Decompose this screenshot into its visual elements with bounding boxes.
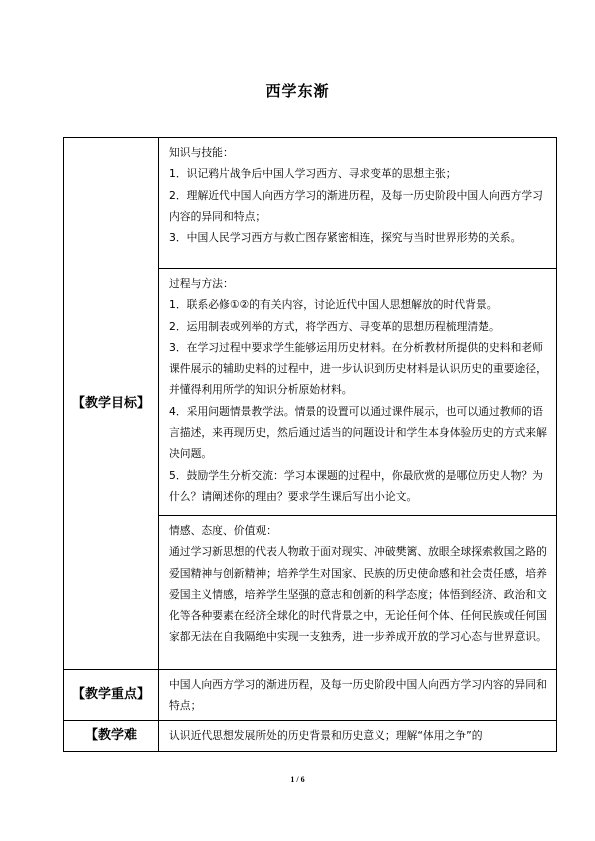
- difficulty-label-cell: [64, 721, 159, 752]
- key-points-cell: [159, 670, 557, 721]
- table-row: [64, 721, 557, 752]
- lesson-plan-table: [63, 137, 557, 752]
- section-heading: 情感、态度、价值观：: [169, 524, 277, 537]
- content-line: 中国人向西方学习的渐进历程，及每一历史阶段中国人向西方学习内容的异同和特点；: [169, 678, 547, 713]
- content-line: 2．运用制表或列举的方式，将学西方、寻变革的思想历程梳理清楚。: [169, 319, 500, 333]
- content-line: 3．中国人民学习西方与救亡图存紧密相连，探究与当时世界形势的关系。: [169, 231, 522, 245]
- content-line: 3．在学习过程中要求学生能够运用历史材料。在分析教材所提供的史料和老师课件展示的辅助史料的过程中，进一步认识到历史材料是认识历史的重要途径，并懂得利用所学的知识分析原始材料。: [169, 340, 547, 397]
- content-line: 5．鼓励学生分析交流：学习本课题的过程中，你最欣赏的是哪位历史人物？为什么？请阐述你的理由？要求学生课后写出小论文。: [169, 468, 543, 503]
- table-row: [64, 138, 557, 269]
- content-line: 4．采用问题情景教学法。情景的设置可以通过课件展示，也可以通过教师的语言描述，来再现历史，然后通过适当的问题设计和学生本身体验历史的方式来解决问题。: [169, 404, 547, 461]
- knowledge-skills-cell: [159, 138, 557, 269]
- section-heading: 过程与方法：: [169, 277, 234, 290]
- page-number: 1 / 6: [290, 775, 305, 784]
- document-title: 西学东渐: [265, 82, 330, 100]
- key-points-label-cell: [64, 670, 159, 721]
- content-line: 1．识记鸦片战争后中国人学习西方、寻求变革的思想主张；: [169, 167, 457, 181]
- table-row: [64, 670, 557, 721]
- objectives-label-cell: [64, 138, 159, 670]
- section-heading: 知识与技能：: [169, 146, 234, 159]
- objectives-label: 【教学目标】: [71, 395, 150, 411]
- content-line: 认识近代思想发展所处的历史背景和历史意义；理解“体用之争”的: [169, 729, 483, 742]
- content-line: 通过学习新思想的代表人物敢于面对现实、冲破樊篱、放眼全球探索救国之路的爱国精神与创新精神；培养学生对国家、民族的历史使命感和社会责任感，培养爱国主义情感，培养学生坚强的意志和创新的科学态度；体悟到经济、政治和文化等各种要素在经济全球化的时代背景之中，无论任何个体、任何民族或任何国家都无法在自我隔绝中实现一支独秀，进一步养成开放的学习心态与世界意识。: [169, 545, 547, 644]
- emotion-values-cell: [159, 516, 557, 670]
- content-line: 2．理解近代中国人向西方学习的渐进历程，及每一历史阶段中国人向西方学习内容的异同和特点；: [169, 188, 543, 223]
- process-methods-cell: [159, 269, 557, 516]
- content-line: 1．联系必修①②的有关内容，讨论近代中国人思想解放的时代背景。: [169, 298, 498, 312]
- key-points-label: 【教学重点】: [71, 687, 150, 702]
- difficulty-label: 【教学难: [84, 728, 137, 743]
- difficulty-cell: [159, 721, 557, 752]
